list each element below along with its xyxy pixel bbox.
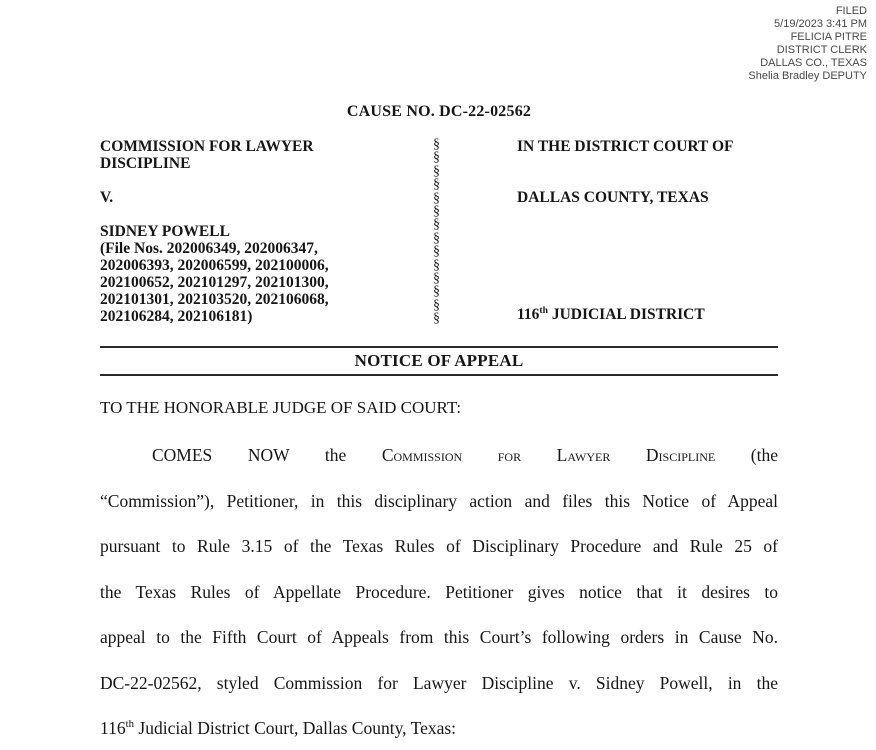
section-symbol: § — [433, 217, 440, 233]
body-line-1-post: (the — [750, 445, 779, 465]
section-symbol: § — [433, 257, 440, 273]
horizontal-rule-top — [100, 346, 778, 348]
file-numbers-line: 202006393, 202006599, 202100006, — [100, 257, 329, 274]
section-symbol: § — [433, 297, 440, 313]
section-symbol: § — [433, 150, 440, 166]
section-symbol: § — [433, 177, 440, 193]
district-number: 116 — [517, 306, 540, 323]
file-numbers-line: 202101301, 202103520, 202106068, — [100, 291, 329, 308]
file-numbers-line: 202100652, 202101297, 202101300, — [100, 274, 329, 291]
section-symbol: § — [433, 271, 440, 287]
body-line-1-pre: COMES NOW the — [152, 445, 347, 465]
stamp-filed: FILED — [835, 5, 867, 17]
body-line-4: the Texas Rules of Appellate Procedure. Petitioner gives notice that it desires to — [100, 581, 778, 602]
body-line-6: DC-22-02562, styled Commission for Lawyer Discipline v. Sidney Powell, in the — [100, 672, 778, 693]
stamp-county: DALLAS CO., TEXAS — [760, 57, 867, 69]
plaintiff-name: COMMISSION FOR LAWYER — [100, 138, 314, 155]
section-symbol: § — [433, 230, 440, 246]
body-line-2: “Commission”), Petitioner, in this disciplinary action and files this Notice of Appeal — [100, 490, 778, 511]
stamp-deputy: Shelia Bradley DEPUTY — [748, 70, 867, 82]
horizontal-rule-bottom — [100, 374, 778, 376]
body-district-number: 116 — [100, 718, 126, 738]
caption-parties — [100, 138, 433, 325]
document-title: NOTICE OF APPEAL — [354, 351, 524, 370]
plaintiff-name-cont: DISCIPLINE — [100, 155, 191, 172]
section-symbol: § — [433, 284, 440, 300]
cause-number: CAUSE NO. DC-22-02562 — [346, 103, 532, 120]
section-symbol: § — [433, 163, 440, 179]
versus-label: V. — [100, 189, 114, 206]
file-numbers-line: (File Nos. 202006349, 202006347, — [100, 240, 318, 257]
court-line-3 — [517, 306, 705, 324]
section-symbol: § — [433, 204, 440, 220]
body-line-7-rest: Judicial District Court, Dallas County, Texas: — [134, 718, 457, 738]
file-numbers-line: 202106284, 202106181) — [100, 308, 253, 325]
section-symbol: § — [433, 190, 440, 206]
section-symbol: § — [433, 137, 440, 152]
court-line-1: IN THE DISTRICT COURT OF — [517, 138, 734, 155]
section-symbol: § — [433, 311, 440, 327]
body-line-7 — [100, 706, 778, 750]
section-symbol-column — [433, 138, 517, 325]
body-district-ordinal: th — [125, 718, 135, 731]
district-label: JUDICIAL DISTRICT — [547, 306, 705, 323]
body-line-1 — [100, 433, 778, 479]
body-paragraph — [100, 433, 778, 750]
body-line-3: pursuant to Rule 3.15 of the Texas Rules of Disciplinary Procedure and Rule 25 of — [100, 536, 778, 556]
court-line-2: DALLAS COUNTY, TEXAS — [517, 189, 709, 206]
salutation: TO THE HONORABLE JUDGE OF SAID COURT: — [100, 398, 462, 417]
caption-court — [517, 138, 778, 325]
stamp-clerk-title: DISTRICT CLERK — [776, 44, 867, 56]
case-caption — [100, 138, 778, 325]
stamp-datetime: 5/19/2023 3:41 PM — [774, 18, 867, 30]
defendant-name: SIDNEY POWELL — [100, 223, 230, 240]
commission-smallcaps: Commission for Lawyer Discipline — [381, 445, 716, 465]
body-line-5: appeal to the Fifth Court of Appeals from this Court’s following orders in Cause No. — [100, 627, 778, 647]
section-symbol: § — [433, 244, 440, 260]
document-content — [100, 0, 778, 750]
district-ordinal: th — [539, 304, 548, 316]
stamp-clerk-name: FELICIA PITRE — [790, 31, 867, 43]
